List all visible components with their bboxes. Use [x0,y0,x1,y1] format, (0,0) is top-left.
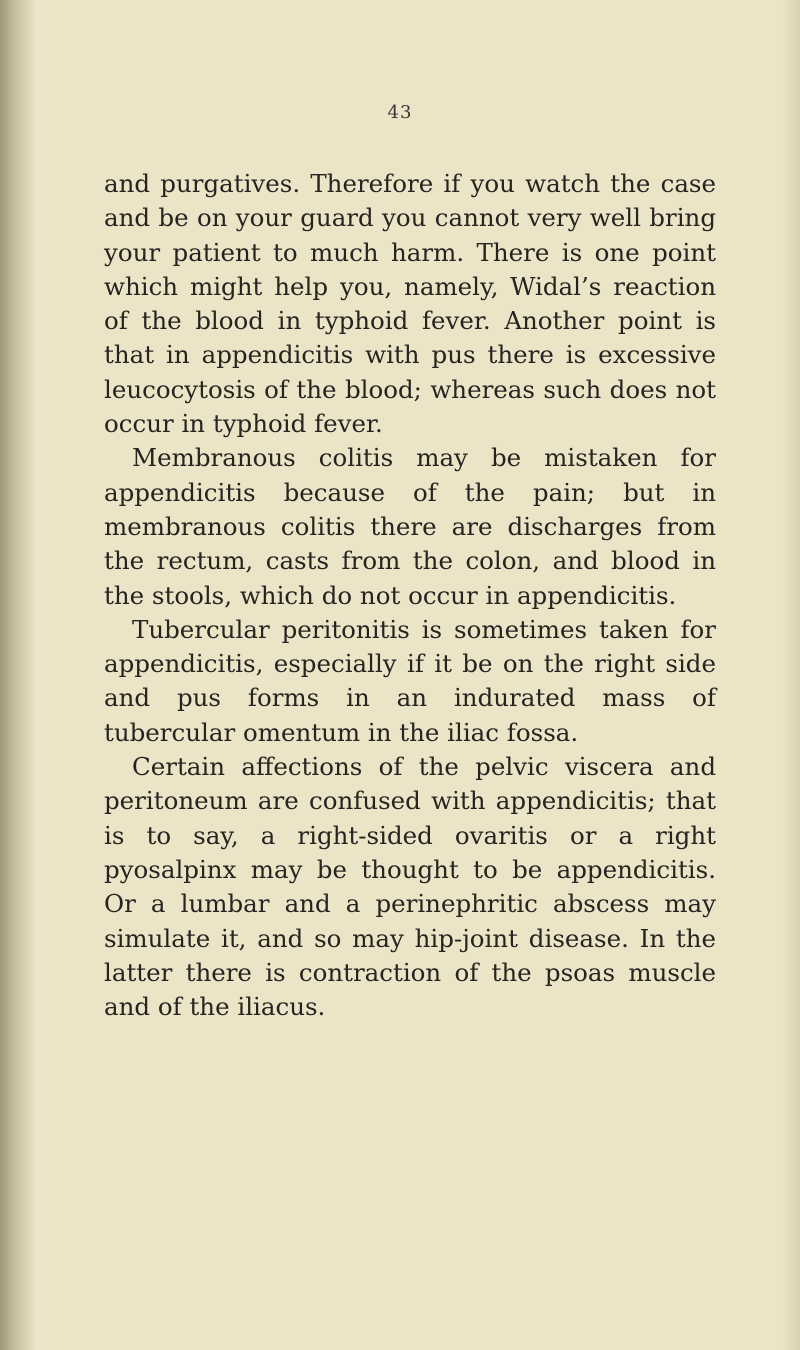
page-binding-shadow [0,0,34,1350]
page-number: 43 [387,102,413,123]
paragraph-3: Tubercular peritonitis is sometimes taken for appendicitis, especially if it be on the right side and pus forms in an indurated mass of tubercular omentum in the iliac fossa. [104,614,716,747]
paragraph-2: Membranous colitis may be mistaken for appendicitis because of the pain; but in membranous colitis there are discharges from the rectum, casts from the colon, and blood in the stools, which do not occur in appendicitis. [104,443,716,610]
paragraph-4: Certain affections of the pelvic viscera and peritoneum are confused with appendicitis; that is to say, a right-sided ovaritis or a right pyosalpinx may be thought to be appendicitis. Or a lumbar and a perinephritic abscess may simulate it, and so may hip-joint disease. In the latter there is contraction of the psoas muscle and of the iliacus. [104,752,716,1022]
body-text [104,167,716,1024]
page-edge-shadow [782,0,800,1350]
paragraph-1: and purgatives. Therefore if you watch the case and be on your guard you cannot very well bring your patient to much harm. There is one point which might help you, namely, Widal’s reaction of the blood in typhoid fever. Another point is that in appendicitis with pus there is excessive leucocytosis of the blood; whereas such does not occur in typhoid fever. [104,169,716,439]
